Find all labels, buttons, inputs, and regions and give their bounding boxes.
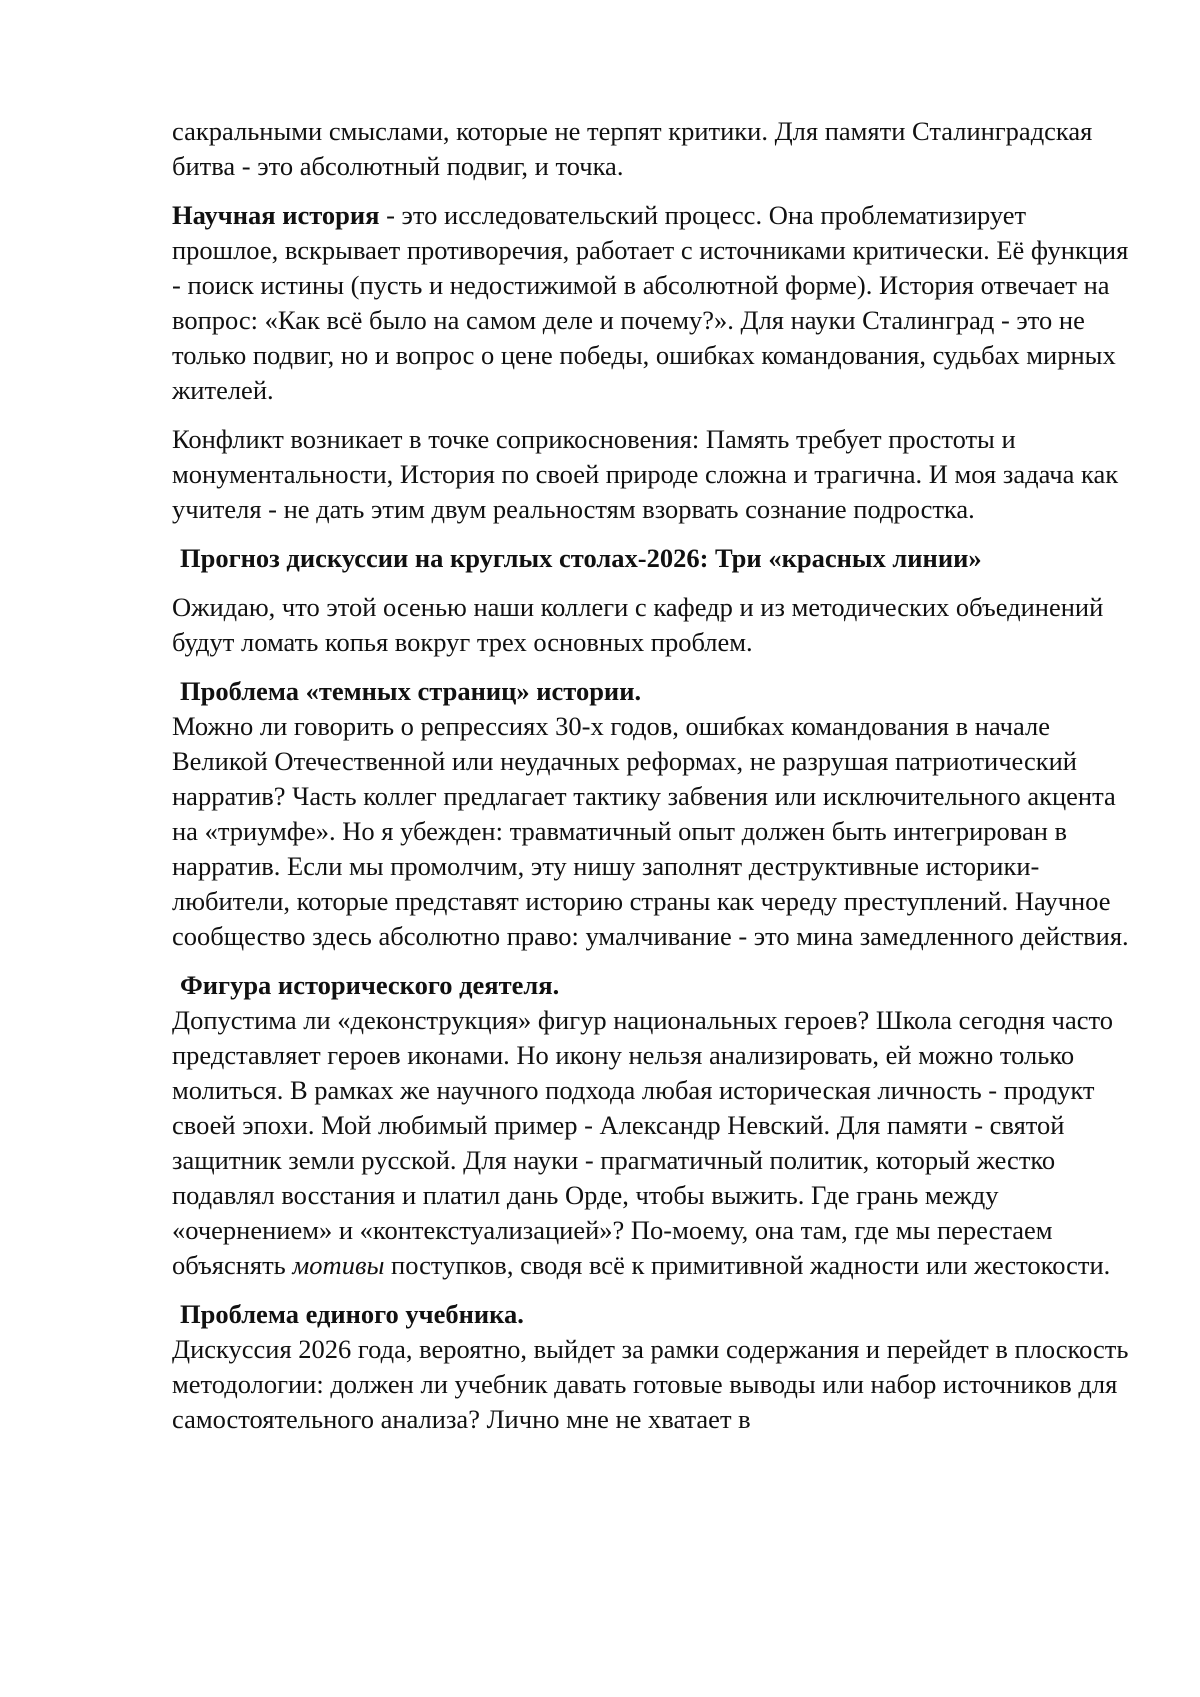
paragraph-scientific-history-text: - это исследовательский процесс. Она проблематизирует прошлое, вскрывает противоречия, работает с источниками критически. Её функция - поиск истины (пусть и недостижимой в абсолютной форме). История отвечает на вопрос: «Как всё было на самом деле и почему?». Для науки Сталинград - это не только подвиг, но и вопрос о цене победы, ошибках командования, судьбах мирных жителей.	[172, 200, 1129, 405]
heading-historical-figure: Фигура исторического деятеля.	[180, 970, 560, 1000]
italic-motives: мотивы	[292, 1250, 385, 1280]
paragraph-single-textbook: Дискуссия 2026 года, вероятно, выйдет за рамки содержания и перейдет в плоскость методологии: должен ли учебник давать готовые выводы или набор источников для самостоятельного анализа? Лично мне не хватает в	[172, 1334, 1129, 1434]
paragraph-scientific-history	[172, 198, 1132, 408]
paragraph-dark-pages: Можно ли говорить о репрессиях 30-х годов, ошибках командования в начале Великой Отечественной или неудачных реформах, не разрушая патриотический нарратив? Часть коллег предлагает тактику забвения или исключительного акцента на «триумфе». Но я убежден: травматичный опыт должен быть интегрирован в нарратив. Если мы промолчим, эту нишу заполнят деструктивные историки-любители, которые представят историю страны как череду преступлений. Научное сообщество здесь абсолютно право: умалчивание - это мина замедленного действия.	[172, 711, 1129, 951]
paragraph-memory-sacral: сакральными смыслами, которые не терпят критики. Для памяти Сталинградская битва - это абсолютный подвиг, и точка.	[172, 116, 1093, 181]
paragraph-historical-figure-text-1: Допустима ли «деконструкция» фигур национальных героев? Школа сегодня часто представляет героев иконами. Но икону нельзя анализировать, ей можно только молиться. В рамках же научного подхода любая историческая личность - продукт своей эпохи. Мой любимый пример - Александр Невский. Для памяти - святой защитник земли русской. Для науки - прагматичный политик, который жестко подавлял восстания и платил дань Орде, чтобы выжить. Где грань между «очернением» и «контекстуализацией»? По-моему, она там, где мы перестаем объяснять	[172, 1005, 1114, 1280]
heading-single-textbook: Проблема единого учебника.	[180, 1299, 524, 1329]
heading-forecast: Прогноз дискуссии на круглых столах-2026: Три «красных линии»	[180, 543, 982, 573]
paragraph-expectation: Ожидаю, что этой осенью наши коллеги с кафедр и из методических объединений будут ломать копья вокруг трех основных проблем.	[172, 592, 1104, 657]
paragraph-historical-figure	[172, 1003, 1132, 1283]
term-scientific-history: Научная история	[172, 200, 380, 230]
paragraph-historical-figure-text-2: поступков, сводя всё к примитивной жадности или жестокости.	[384, 1250, 1111, 1280]
paragraph-conflict: Конфликт возникает в точке соприкосновения: Память требует простоты и монументальности, История по своей природе сложна и трагична. И моя задача как учителя - не дать этим двум реальностям взорвать сознание подростка.	[172, 424, 1119, 524]
document-page	[172, 114, 1132, 1451]
heading-dark-pages: Проблема «темных страниц» истории.	[180, 676, 642, 706]
